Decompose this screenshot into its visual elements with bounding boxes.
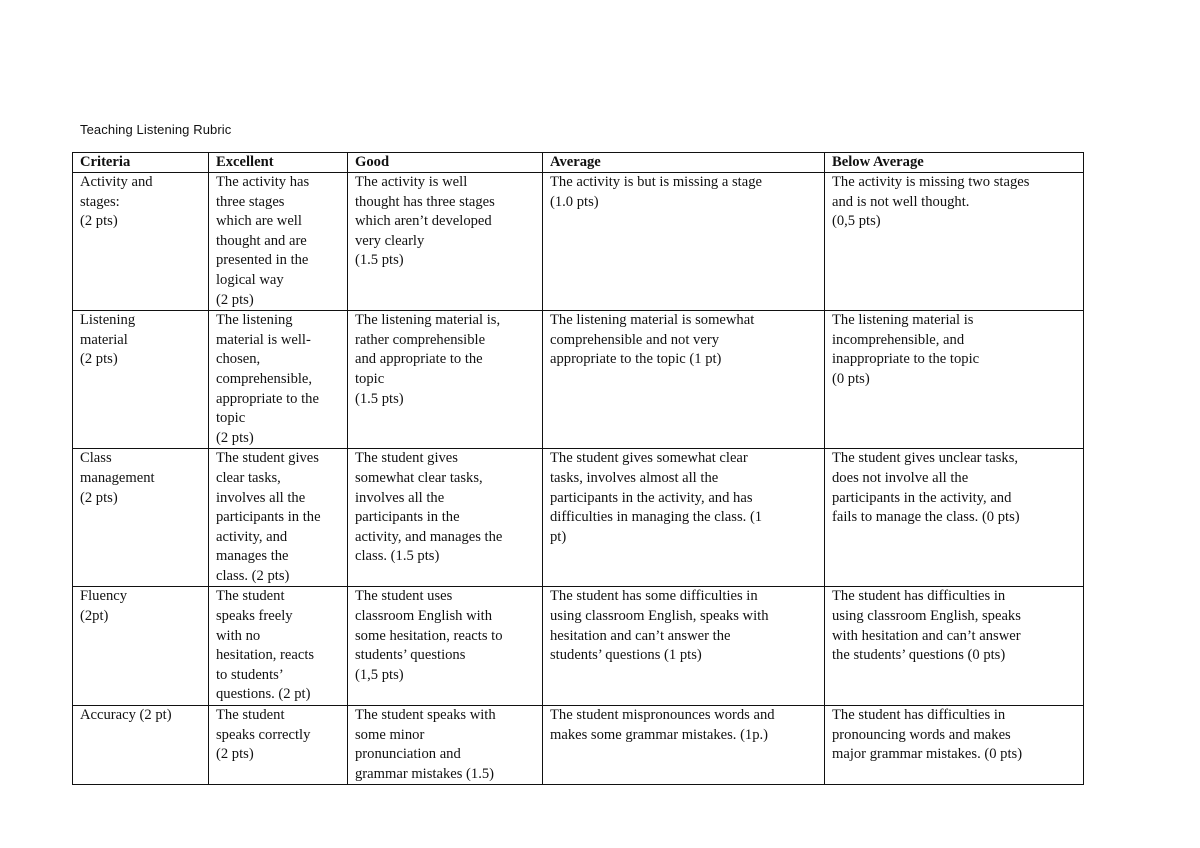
average-cell: The student has some difficulties in using classroom English, speaks with hesitation and can’t answer the students’ questions (1 pts) bbox=[543, 587, 825, 706]
header-good: Good bbox=[348, 153, 543, 173]
header-average: Average bbox=[543, 153, 825, 173]
good-cell: The student uses classroom English with some hesitation, reacts to students’ questions (1,5 pts) bbox=[348, 587, 543, 706]
average-cell: The student gives somewhat clear tasks, involves almost all the participants in the activity, and has difficulties in managing the class. (1 pt) bbox=[543, 449, 825, 587]
below-average-cell: The listening material is incomprehensible, and inappropriate to the topic (0 pts) bbox=[825, 311, 1084, 449]
header-criteria: Criteria bbox=[73, 153, 209, 173]
criteria-cell: Listening material (2 pts) bbox=[73, 311, 209, 449]
table-row bbox=[73, 706, 1084, 785]
header-below-average: Below Average bbox=[825, 153, 1084, 173]
header-excellent: Excellent bbox=[209, 153, 348, 173]
table-row bbox=[73, 173, 1084, 311]
table-row bbox=[73, 311, 1084, 449]
document-title: Teaching Listening Rubric bbox=[80, 122, 232, 137]
excellent-cell: The student speaks freely with no hesitation, reacts to students’ questions. (2 pt) bbox=[209, 587, 348, 706]
criteria-cell: Fluency (2pt) bbox=[73, 587, 209, 706]
below-average-cell: The student gives unclear tasks, does not involve all the participants in the activity, and fails to manage the class. (0 pts) bbox=[825, 449, 1084, 587]
below-average-cell: The student has difficulties in pronouncing words and makes major grammar mistakes. (0 pts) bbox=[825, 706, 1084, 785]
good-cell: The student gives somewhat clear tasks, involves all the participants in the activity, and manages the class. (1.5 pts) bbox=[348, 449, 543, 587]
good-cell: The student speaks with some minor pronunciation and grammar mistakes (1.5) bbox=[348, 706, 543, 785]
table-row bbox=[73, 587, 1084, 706]
excellent-cell: The listening material is well- chosen, comprehensible, appropriate to the topic (2 pts) bbox=[209, 311, 348, 449]
table-row bbox=[73, 449, 1084, 587]
rubric-table bbox=[72, 152, 1084, 785]
excellent-cell: The student speaks correctly (2 pts) bbox=[209, 706, 348, 785]
average-cell: The student mispronounces words and makes some grammar mistakes. (1p.) bbox=[543, 706, 825, 785]
criteria-cell: Activity and stages: (2 pts) bbox=[73, 173, 209, 311]
excellent-cell: The activity has three stages which are well thought and are presented in the logical way (2 pts) bbox=[209, 173, 348, 311]
average-cell: The listening material is somewhat comprehensible and not very appropriate to the topic (1 pt) bbox=[543, 311, 825, 449]
criteria-cell: Class management (2 pts) bbox=[73, 449, 209, 587]
excellent-cell: The student gives clear tasks, involves all the participants in the activity, and manages the class. (2 pts) bbox=[209, 449, 348, 587]
average-cell: The activity is but is missing a stage (1.0 pts) bbox=[543, 173, 825, 311]
table-header-row bbox=[73, 153, 1084, 173]
good-cell: The listening material is, rather comprehensible and appropriate to the topic (1.5 pts) bbox=[348, 311, 543, 449]
criteria-cell: Accuracy (2 pt) bbox=[73, 706, 209, 785]
good-cell: The activity is well thought has three stages which aren’t developed very clearly (1.5 pts) bbox=[348, 173, 543, 311]
below-average-cell: The student has difficulties in using classroom English, speaks with hesitation and can’t answer the students’ questions (0 pts) bbox=[825, 587, 1084, 706]
below-average-cell: The activity is missing two stages and is not well thought. (0,5 pts) bbox=[825, 173, 1084, 311]
